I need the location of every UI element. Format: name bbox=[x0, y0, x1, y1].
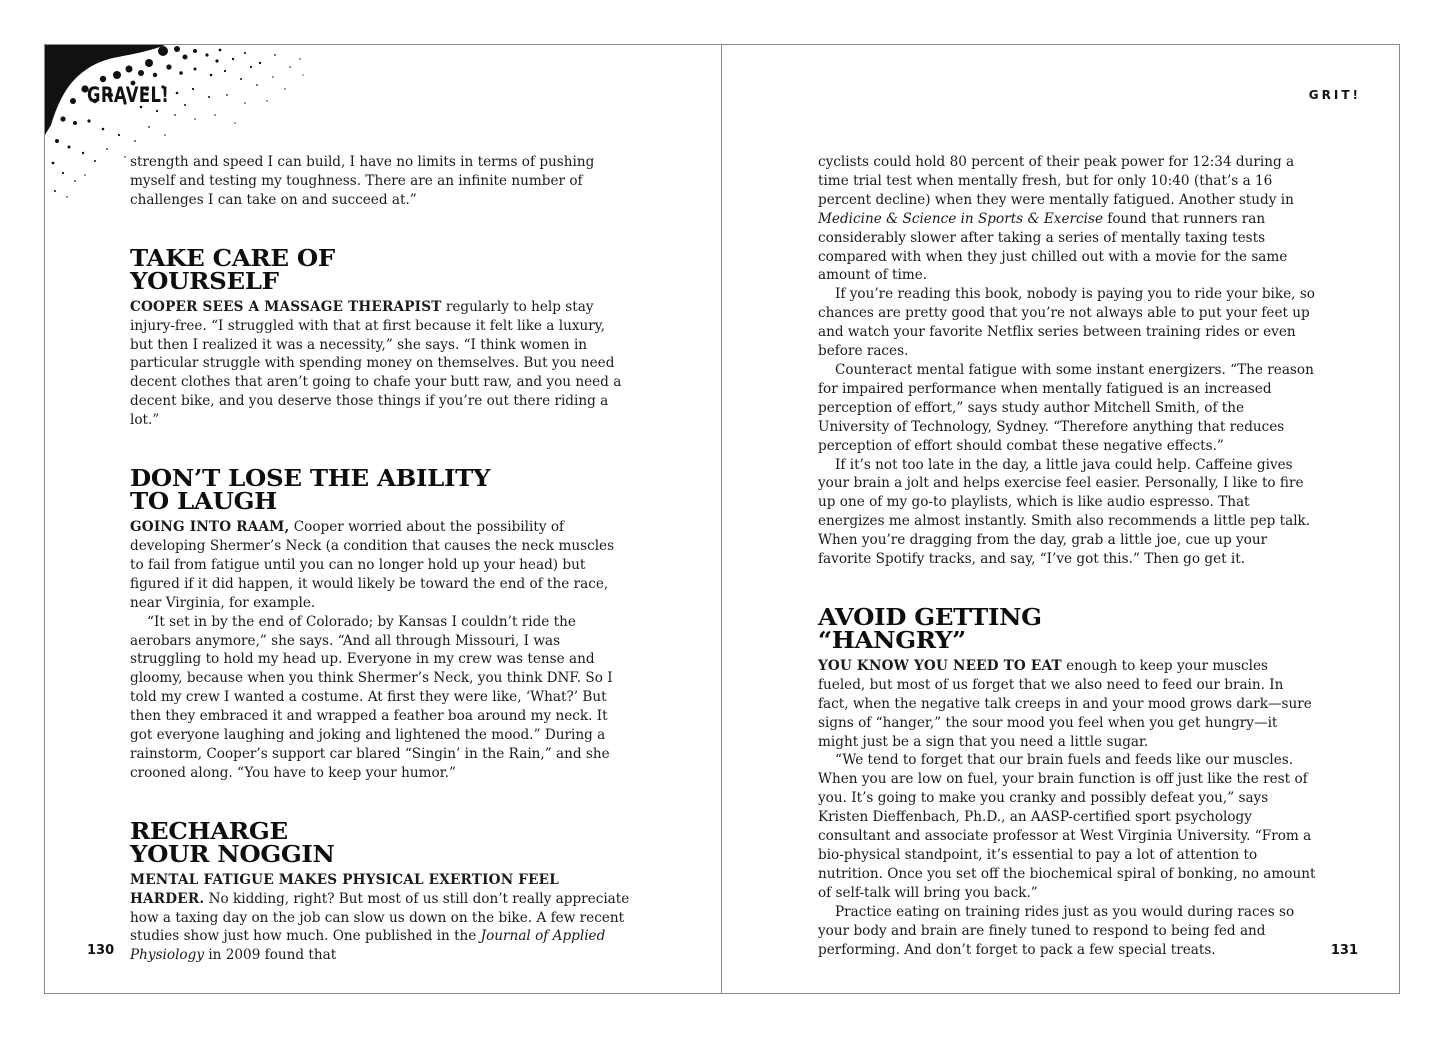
running-head-left: GRAVEL! bbox=[87, 83, 170, 107]
paragraph-text: found that runners ran considerably slower after taking a series of mentally taxing tests compared with when they just chilled out with a movie for the same amount of time. bbox=[818, 210, 1288, 284]
lead-in: YOU KNOW YOU NEED TO EAT bbox=[818, 657, 1062, 674]
paragraph-text: cyclists could hold 80 percent of their peak power for 12:34 during a time trial test when mentally fresh, but for only 10:40 (that’s a 16 percent decline) when they were mentally fatigued. Another study in bbox=[818, 154, 1295, 208]
lead-in: GOING INTO RAAM, bbox=[130, 519, 290, 536]
page-number-right: 131 bbox=[1330, 943, 1358, 958]
paragraph bbox=[130, 871, 630, 966]
heading-line: RECHARGE bbox=[130, 816, 288, 845]
paragraph-text: regularly to help stay injury-free. “I struggled with that at first because it felt like a luxury, but then I realized it was a necessity,” she says. “I think women in particular struggle with spending money on themselves. But you need decent clothes that aren’t going to chafe your butt raw, and you need a decent bike, and you deserve those things if you’re out there riding a lot.” bbox=[130, 298, 622, 429]
paragraph bbox=[818, 657, 1318, 752]
paragraph bbox=[130, 518, 630, 613]
heading-line: AVOID GETTING bbox=[818, 602, 1042, 631]
page-number-left: 130 bbox=[87, 943, 115, 958]
paragraph-text: enough to keep your muscles fueled, but most of us forget that we also need to feed our brain. In fact, when the negative talk creeps in and your mood grows dark—sure signs of “hanger,” the sour mood you feel when you get hungry—it might just be a sign that you need a little sugar. bbox=[818, 657, 1312, 750]
paragraph: “It set in by the end of Colorado; by Kansas I couldn’t ride the aerobars anymore,” she says. “And all through Missouri, I was struggling to hold my head up. Everyone in my crew was tense and gloomy, because when you think Shermer’s Neck, you think DNF. So I told my crew I wanted a costume. At first they were like, ‘What?’ But then they embraced it and wrapped a feather boa around my neck. It got everyone laughing and joking and lightened the mood.” During a rainstorm, Cooper’s support car blared “Singin’ in the Rain,” and she crooned along. “You have to keep your humor.” bbox=[130, 613, 613, 781]
paragraph-text: in 2009 found that bbox=[204, 947, 337, 964]
heading-recharge-your-noggin bbox=[130, 816, 650, 868]
journal-title: Journal of Applied Physiology bbox=[130, 928, 606, 964]
paragraph-text: No kidding, right? But most of us still don’t really appreciate how a taxing day on the job can slow us down on the bike. A few recent studies show just how much. One published in the bbox=[130, 890, 630, 945]
paragraph: Practice eating on training rides just as you would during races so your body and brain are finely tuned to respond to being fed and performing. And don’t forget to pack a few special treats. bbox=[818, 903, 1295, 958]
book-gutter bbox=[721, 44, 722, 994]
heading-line: DON’T LOSE THE ABILITY bbox=[130, 464, 491, 493]
journal-title: Medicine & Science in Sports & Exercise bbox=[818, 210, 1103, 227]
heading-line: YOURSELF bbox=[130, 266, 279, 295]
paragraph-text: Cooper worried about the possibility of developing Shermer’s Neck (a condition that causes the neck muscles to fail from fatigue until you can no longer hold up your head) but figured if it did happen, it would likely be toward the end of the race, near Virginia, for example. bbox=[130, 519, 615, 611]
heading-line: TAKE CARE OF bbox=[130, 243, 335, 272]
lead-in: MENTAL FATIGUE MAKES PHYSICAL EXERTION FEEL HARDER. bbox=[130, 871, 559, 907]
running-head-right: GRIT! bbox=[1308, 88, 1361, 102]
heading-line: YOUR NOGGIN bbox=[130, 839, 335, 868]
heading-take-care-of-yourself bbox=[130, 243, 650, 295]
paragraph: “We tend to forget that our brain fuels and feeds like our muscles. When you are low on fuel, your brain function is off just like the rest of you. It’s going to make you cranky and possibly defeat you,” says Kristen Dieffenbach, Ph.D., an AASP-certified sport psychology consultant and associate professor at West Virginia University. “From a bio-physical standpoint, it’s essential to pay a lot of attention to nutrition. Once you set off the biochemical spiral of bonking, no amount of self-talk will bring you back.” bbox=[818, 752, 1316, 901]
right-page-text bbox=[818, 153, 1318, 959]
paragraph bbox=[130, 298, 630, 430]
paragraph bbox=[818, 153, 1318, 285]
paragraph: If you’re reading this book, nobody is paying you to ride your bike, so chances are pretty good that you’re not always able to put your feet up and watch your favorite Netflix series between training rides or even before races. bbox=[818, 286, 1315, 360]
heading-avoid-getting-hangry bbox=[818, 602, 1338, 654]
paragraph: Counteract mental fatigue with some instant energizers. “The reason for impaired performance when mentally fatigued is an increased perception of effort,” says study author Mitchell Smith, of the University of Technology, Sydney. “Therefore anything that reduces perception of effort should combat these negative effects.” bbox=[818, 361, 1314, 454]
heading-dont-lose-the-ability-to-laugh bbox=[130, 464, 650, 516]
heading-line: “HANGRY” bbox=[818, 625, 966, 654]
lead-in: COOPER SEES A MASSAGE THERAPIST bbox=[130, 298, 442, 315]
heading-line: TO LAUGH bbox=[130, 487, 277, 516]
intro-paragraph: strength and speed I can build, I have no limits in terms of pushing myself and testing my toughness. There are an infinite number of challenges I can take on and succeed at.” bbox=[130, 154, 595, 208]
paragraph: If it’s not too late in the day, a little java could help. Caffeine gives your brain a jolt and helps exercise feel easier. Personally, I like to fire up one of my go-to playlists, which is like audio espresso. That energizes me almost instantly. Smith also recommends a little pep talk. When you’re dragging from the day, grab a little joe, cue up your favorite Spotify tracks, and say, “I’ve got this.” Then go get it. bbox=[818, 456, 1311, 568]
left-page-text bbox=[130, 153, 630, 965]
